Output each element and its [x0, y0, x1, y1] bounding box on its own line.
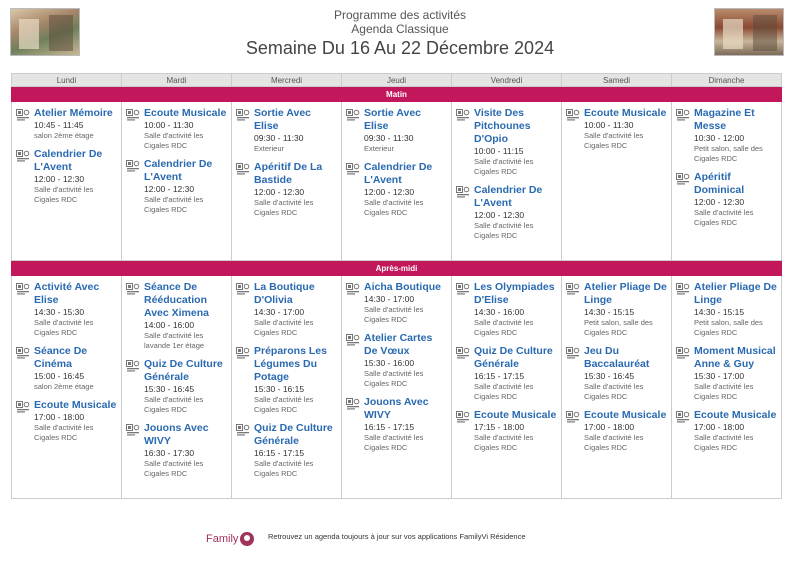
activity-time: 14:30 - 15:15 — [584, 307, 635, 317]
activity-location: Petit salon, salle des Cigales RDC — [584, 318, 653, 337]
activity-item[interactable] — [346, 332, 448, 389]
activity-icon — [16, 346, 30, 358]
activity-icon — [346, 282, 360, 294]
activity-time: 12:00 - 12:30 — [254, 187, 305, 197]
day-cell — [121, 102, 231, 260]
activity-item[interactable] — [456, 345, 558, 402]
activity-title: Calendrier De L'Avent — [364, 161, 433, 186]
activity-location: Salle d'activité les Cigales RDC — [694, 433, 754, 452]
activity-item[interactable] — [16, 399, 118, 443]
activity-title: Magazine Et Messe — [694, 107, 755, 132]
activity-time: 14:00 - 16:00 — [144, 320, 195, 330]
activity-time: 10:00 - 11:15 — [474, 146, 524, 156]
activity-time: 15:30 - 17:00 — [694, 371, 745, 381]
activity-location: Salle d'activité les Cigales RDC — [34, 185, 94, 204]
activity-item[interactable] — [566, 281, 668, 338]
activity-item[interactable] — [456, 107, 558, 177]
activity-item[interactable] — [566, 409, 668, 453]
activity-item[interactable] — [676, 281, 778, 338]
activity-location: Salle d'activité les lavande 1er étage — [144, 331, 205, 350]
activity-location: Exterieur — [364, 144, 395, 153]
day-header: Mercredi — [231, 74, 341, 86]
activity-time: 17:00 - 18:00 — [584, 422, 635, 432]
activity-item[interactable] — [236, 107, 338, 154]
activity-title: Visite Des Pitchounes D'Opio — [474, 107, 531, 145]
activity-title: Jouons Avec WIVY — [144, 422, 209, 447]
activity-item[interactable] — [456, 281, 558, 338]
activity-title: Moment Musical Anne & Guy — [694, 345, 776, 370]
activity-location: Salle d'activité les Cigales RDC — [474, 157, 534, 176]
activity-title: Quiz De Culture Générale — [144, 358, 223, 383]
activity-time: 14:30 - 17:00 — [364, 294, 415, 304]
activity-location: Salle d'activité les Cigales RDC — [254, 198, 314, 217]
activity-icon — [346, 397, 360, 409]
week-title: Semaine Du 16 Au 22 Décembre 2024 — [245, 38, 555, 58]
activity-item[interactable] — [236, 422, 338, 479]
activity-location: Salle d'activité les Cigales RDC — [474, 318, 534, 337]
day-cell — [561, 102, 671, 260]
activity-time: 10:30 - 12:00 — [694, 133, 745, 143]
activity-item[interactable] — [676, 171, 778, 228]
activity-time: 10:45 - 11:45 — [34, 120, 84, 130]
logo-mark-icon — [240, 532, 254, 546]
activity-icon — [456, 108, 470, 120]
day-cell — [231, 276, 341, 498]
activity-icon — [126, 282, 140, 294]
day-cell — [561, 276, 671, 498]
activity-icon — [346, 162, 360, 174]
morning-row — [11, 102, 782, 261]
activity-title: Séance De Rééducation Avec Ximena — [144, 281, 209, 319]
activity-title: Atelier Cartes De Vœux — [364, 332, 433, 357]
activity-item[interactable] — [236, 161, 338, 218]
activity-icon — [16, 400, 30, 412]
activity-icon — [126, 159, 140, 171]
activity-icon — [566, 410, 580, 422]
activity-icon — [456, 410, 470, 422]
activity-location: Salle d'activité les Cigales RDC — [584, 131, 644, 150]
activity-title: Jeu Du Baccalauréat — [584, 345, 650, 370]
activity-title: Calendrier De L'Avent — [34, 148, 103, 173]
activity-location: Salle d'activité les Cigales RDC — [364, 305, 424, 324]
activity-item[interactable] — [16, 281, 118, 338]
activity-location: Salle d'activité les Cigales RDC — [474, 382, 534, 401]
activity-location: Exterieur — [254, 144, 285, 153]
activity-item[interactable] — [236, 281, 338, 338]
activity-icon — [236, 108, 250, 120]
activity-location: Salle d'activité les Cigales RDC — [144, 459, 204, 478]
activity-time: 09:30 - 11:30 — [254, 133, 304, 143]
activity-icon — [456, 346, 470, 358]
activity-time: 15:30 - 16:15 — [254, 384, 305, 394]
activity-icon — [236, 346, 250, 358]
day-cell — [341, 102, 451, 260]
activity-icon — [676, 282, 690, 294]
activity-title: Sortie Avec Elise — [254, 107, 311, 132]
activity-title: Préparons Les Légumes Du Potage — [254, 345, 327, 383]
activity-location: Salle d'activité les Cigales RDC — [254, 318, 314, 337]
day-header: Vendredi — [451, 74, 561, 86]
activity-item[interactable] — [126, 422, 228, 479]
activity-location: salon 2ème étage — [34, 382, 94, 391]
activity-title: Ecoute Musicale — [474, 409, 557, 421]
activity-title: Apéritif De La Bastide — [254, 161, 323, 186]
activity-location: Salle d'activité les Cigales RDC — [364, 369, 424, 388]
activity-title: Atelier Mémoire — [34, 107, 113, 119]
activity-item[interactable] — [676, 345, 778, 402]
activity-title: Calendrier De L'Avent — [474, 184, 543, 209]
activity-time: 12:00 - 12:30 — [474, 210, 525, 220]
program-title: Programme des activités — [333, 8, 467, 22]
activity-title: Aicha Boutique — [364, 281, 442, 293]
activity-title: Ecoute Musicale — [34, 399, 117, 411]
activity-title: Séance De Cinéma — [34, 345, 88, 370]
day-header: Jeudi — [341, 74, 451, 86]
activity-title: La Boutique D'Olivia — [254, 281, 315, 306]
activity-time: 12:00 - 12:30 — [694, 197, 745, 207]
activity-icon — [126, 423, 140, 435]
activity-icon — [16, 108, 30, 120]
activity-icon — [676, 108, 690, 120]
activity-time: 14:30 - 15:15 — [694, 307, 745, 317]
activity-icon — [16, 149, 30, 161]
activity-time: 17:15 - 18:00 — [474, 422, 525, 432]
activity-location: Petit salon, salle des Cigales RDC — [694, 144, 763, 163]
familyvi-logo — [206, 529, 254, 549]
activity-location: Salle d'activité les Cigales RDC — [254, 395, 314, 414]
activity-item[interactable] — [16, 107, 118, 141]
activity-title: Les Olympiades D'Elise — [474, 281, 555, 306]
activity-location: Salle d'activité les Cigales RDC — [34, 423, 94, 442]
activity-time: 17:00 - 18:00 — [34, 412, 85, 422]
activity-location: Salle d'activité les Cigales RDC — [584, 433, 644, 452]
activity-time: 15:30 - 16:45 — [584, 371, 635, 381]
activity-location: Salle d'activité les Cigales RDC — [694, 382, 754, 401]
morning-band: Matin — [11, 87, 782, 102]
activity-icon — [236, 423, 250, 435]
activity-time: 10:00 - 11:30 — [144, 120, 194, 130]
activity-location: Salle d'activité les Cigales RDC — [254, 459, 314, 478]
agenda-type: Agenda Classique — [351, 22, 449, 36]
activity-title: Quiz De Culture Générale — [474, 345, 553, 370]
activity-title: Calendrier De L'Avent — [144, 158, 213, 183]
activity-title: Activité Avec Elise — [34, 281, 100, 306]
activity-title: Jouons Avec WIVY — [364, 396, 429, 421]
schedule-grid — [11, 73, 782, 499]
activity-time: 16:15 - 17:15 — [254, 448, 305, 458]
afternoon-band: Après-midi — [11, 261, 782, 276]
day-header: Samedi — [561, 74, 671, 86]
activity-time: 12:00 - 12:30 — [364, 187, 415, 197]
activity-item[interactable] — [126, 281, 228, 351]
activity-title: Atelier Pliage De Linge — [694, 281, 777, 306]
activity-item[interactable] — [676, 107, 778, 164]
activity-location: Salle d'activité les Cigales RDC — [144, 395, 204, 414]
activity-time: 15:00 - 16:45 — [34, 371, 85, 381]
activity-title: Ecoute Musicale — [584, 409, 667, 421]
day-cell — [671, 276, 781, 498]
day-cell — [451, 276, 561, 498]
day-cell — [231, 102, 341, 260]
activity-item[interactable] — [456, 409, 558, 453]
activity-item[interactable] — [566, 107, 668, 151]
activity-item[interactable] — [16, 148, 118, 205]
day-header: Lundi — [56, 76, 77, 85]
activity-item[interactable] — [346, 396, 448, 453]
activity-icon — [676, 410, 690, 422]
activity-time: 14:30 - 16:00 — [474, 307, 525, 317]
activity-icon — [236, 162, 250, 174]
activity-location: Salle d'activité les Cigales RDC — [474, 433, 534, 452]
activity-item[interactable] — [16, 345, 118, 392]
day-header: Mardi — [121, 74, 231, 86]
activity-item[interactable] — [126, 158, 228, 215]
activity-location: Salle d'activité les Cigales RDC — [144, 195, 204, 214]
activity-item[interactable] — [236, 345, 338, 415]
activity-title: Ecoute Musicale — [584, 107, 667, 119]
day-header-row — [11, 73, 782, 87]
day-cell — [451, 102, 561, 260]
page-header — [0, 8, 800, 59]
activity-title: Apéritif Dominical — [694, 171, 745, 196]
activity-icon — [236, 282, 250, 294]
day-header: Dimanche — [671, 74, 781, 86]
activity-time: 17:00 - 18:00 — [694, 422, 745, 432]
day-cell — [12, 102, 121, 260]
day-cell — [12, 276, 121, 498]
activity-location: Salle d'activité les Cigales RDC — [364, 433, 424, 452]
day-cell — [671, 102, 781, 260]
activity-icon — [456, 185, 470, 197]
activity-time: 16:15 - 17:15 — [474, 371, 525, 381]
activity-item[interactable] — [126, 107, 228, 151]
activity-item[interactable] — [346, 281, 448, 325]
activity-icon — [676, 346, 690, 358]
activity-icon — [566, 108, 580, 120]
activity-item[interactable] — [456, 184, 558, 241]
activity-location: Salle d'activité les Cigales RDC — [474, 221, 534, 240]
footer — [0, 527, 800, 551]
activity-time: 12:00 - 12:30 — [34, 174, 85, 184]
activity-time: 15:30 - 16:45 — [144, 384, 195, 394]
activity-location: Salle d'activité les Cigales RDC — [34, 318, 94, 337]
activity-item[interactable] — [346, 161, 448, 218]
activity-title: Ecoute Musicale — [694, 409, 777, 421]
activity-time: 14:30 - 17:00 — [254, 307, 305, 317]
activity-item[interactable] — [126, 358, 228, 415]
activity-icon — [126, 359, 140, 371]
activity-title: Atelier Pliage De Linge — [584, 281, 667, 306]
activity-item[interactable] — [566, 345, 668, 402]
activity-item[interactable] — [346, 107, 448, 154]
activity-time: 10:00 - 11:30 — [584, 120, 634, 130]
activity-location: Salle d'activité les Cigales RDC — [364, 198, 424, 217]
activity-time: 16:15 - 17:15 — [364, 422, 415, 432]
activity-item[interactable] — [676, 409, 778, 453]
day-cell — [121, 276, 231, 498]
activity-title: Sortie Avec Elise — [364, 107, 421, 132]
logo-text: Family — [206, 533, 239, 545]
activity-icon — [346, 333, 360, 345]
activity-icon — [676, 172, 690, 184]
activity-location: Petit salon, salle des Cigales RDC — [694, 318, 763, 337]
activity-location: salon 2ème étage — [34, 131, 94, 140]
activity-title: Quiz De Culture Générale — [254, 422, 333, 447]
activity-title: Ecoute Musicale — [144, 107, 227, 119]
activity-location: Salle d'activité les Cigales RDC — [694, 208, 754, 227]
activity-icon — [16, 282, 30, 294]
activity-icon — [346, 108, 360, 120]
activity-icon — [126, 108, 140, 120]
activity-time: 14:30 - 15:30 — [34, 307, 85, 317]
afternoon-row — [11, 276, 782, 499]
footer-text: Retrouvez un agenda toujours à jour sur vos applications FamilyVi Résidence — [268, 532, 526, 541]
activity-location: Salle d'activité les Cigales RDC — [584, 382, 644, 401]
activity-icon — [566, 346, 580, 358]
activity-location: Salle d'activité les Cigales RDC — [144, 131, 204, 150]
activity-icon — [566, 282, 580, 294]
activity-icon — [456, 282, 470, 294]
activity-time: 16:30 - 17:30 — [144, 448, 195, 458]
activity-time: 09:30 - 11:30 — [364, 133, 414, 143]
activity-time: 15:30 - 16:00 — [364, 358, 415, 368]
day-cell — [341, 276, 451, 498]
activity-time: 12:00 - 12:30 — [144, 184, 195, 194]
